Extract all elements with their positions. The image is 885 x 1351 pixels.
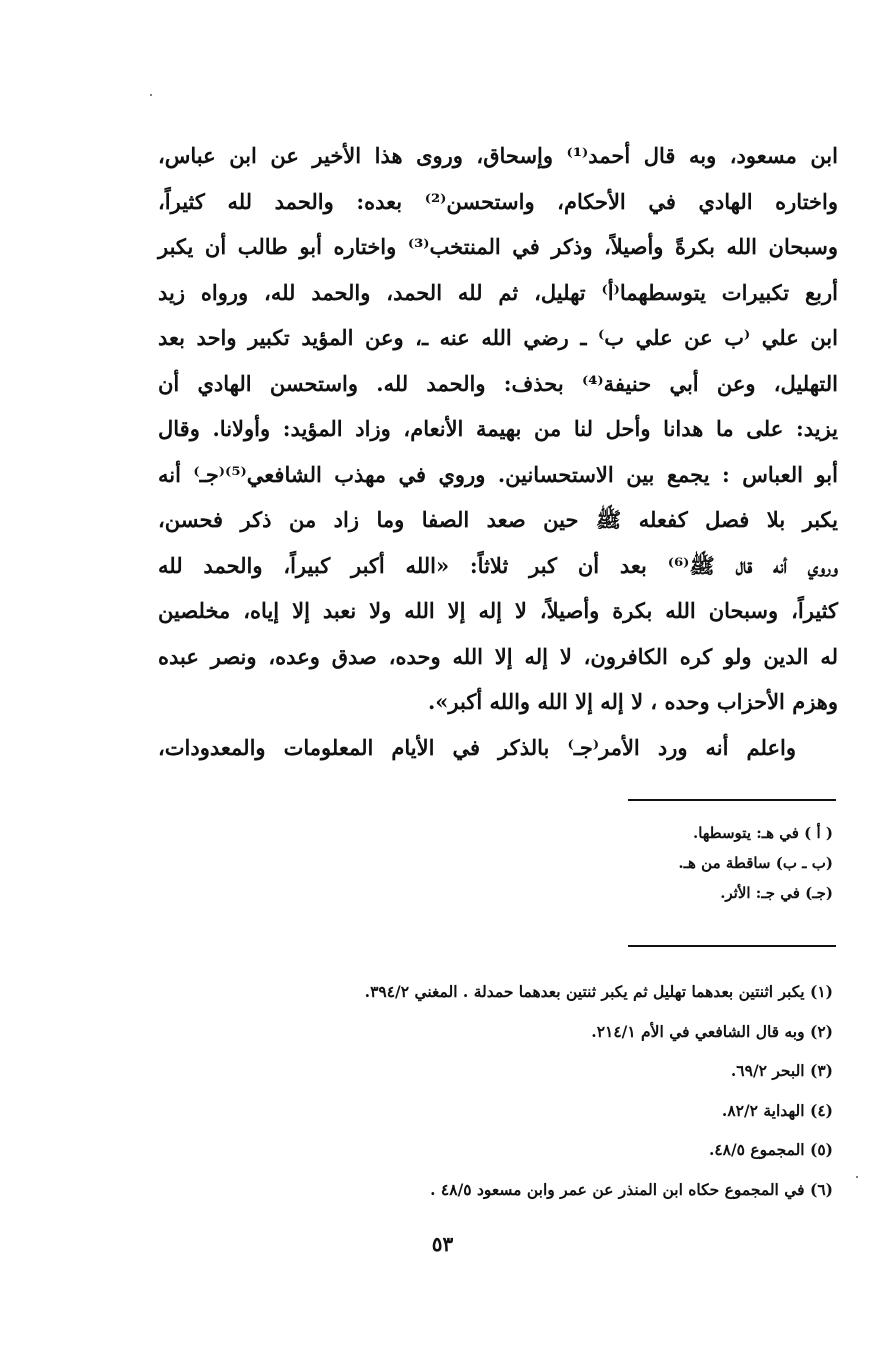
variant-note: (جـ) في جـ: الأثر. xyxy=(720,884,833,902)
source-note: (٣) البحر ٦٩/٢. xyxy=(730,1061,833,1080)
variant-note: ( أ ) في هـ: يتوسطها. xyxy=(692,824,833,842)
page-number: ٥٣ xyxy=(431,1232,454,1256)
scan-speck xyxy=(150,94,152,96)
source-note: (٥) المجموع ٤٨/٥. xyxy=(708,1140,833,1159)
text-line: وهزم الأحزاب وحده ، لا إله إلا الله والله أكبر». xyxy=(427,689,838,714)
source-note: (٤) الهداية ٨٢/٢. xyxy=(721,1100,833,1120)
text-line: أبو العباس : يجمع بين الاستحسانين. وروي في مهذب الشافعي⁽⁵⁾⁽جـ⁾ أنه xyxy=(158,461,838,487)
source-note: (٦) في المجموع حكاه ابن المنذر عن عمر وابن مسعود ٤٨/٥ . xyxy=(430,1179,833,1199)
source-notes xyxy=(213,972,833,1209)
text-line: واختاره الهادي في الأحكام، واستحسن⁽²⁾ بعده: والحمد لله كثيراً، xyxy=(158,188,839,214)
text-line: يكبر بلا فصل كفعله ﷺ حين صعد الصفا وما زاد من ذكر فحسن، xyxy=(158,507,838,532)
scan-speck xyxy=(856,1176,858,1178)
text-line: يزيد: على ما هدانا وأحل لنا من بهيمة الأنعام، وزاد المؤيد: وأولانا. وقال xyxy=(158,416,838,441)
variant-note: (ب ـ ب) ساقطة من هـ. xyxy=(678,854,833,872)
text-line: وسبحان الله بكرةً وأصيلاً، وذكر في المنتخب⁽³⁾ واختاره أبو طالب أن يكبر xyxy=(158,234,838,259)
source-note: (١) يكبر اثنتين بعدهما تهليل ثم يكبر ثنتين بعدهما حمدلة . المغني ٣٩٤/٢. xyxy=(364,982,833,1001)
text-line: كثيراً، وسبحان الله بكرة وأصيلاً، لا إله إلا الله ولا نعبد إلا إياه، مخلصين xyxy=(158,598,838,623)
text-line: له الدين ولو كره الكافرون، لا إله إلا الله وحده، صدق وعده، ونصر عبده xyxy=(158,643,838,669)
source-note: (٢) وبه قال الشافعي في الأم ٢١٤/١. xyxy=(591,1021,833,1041)
text-line: وروي أنه قال ﷺ⁽⁶⁾ بعد أن كبر ثلاثاً: «الله أكبر كبيراً، والحمد لله xyxy=(158,552,839,578)
main-text-block xyxy=(158,133,838,770)
text-line: أربع تكبيرات يتوسطهما⁽أ⁾ تهليل، ثم لله الحمد، والحمد لله، ورواه زيد xyxy=(158,279,838,305)
footnote-separator-variants xyxy=(628,799,836,801)
footnote-separator-sources xyxy=(628,945,836,947)
text-line: ابن علي ⁽ب عن علي ب⁾ ـ رضي الله عنه ـ، وعن المؤيد تكبير واحد بعد xyxy=(158,325,838,350)
paragraph-start-line: واعلم أنه ورد الأمر⁽جـ⁾ بالذكر في الأيام المعلومات والمعدودات، xyxy=(158,734,796,760)
text-line: التهليل، وعن أبي حنيفة⁽⁴⁾ بحذف: والحمد لله. واستحسن الهادي أن xyxy=(158,370,838,396)
variant-notes xyxy=(313,818,833,908)
text-line: ابن مسعود، وبه قال أحمد⁽¹⁾ وإسحاق، وروى هذا الأخير عن ابن عباس، xyxy=(158,143,838,168)
